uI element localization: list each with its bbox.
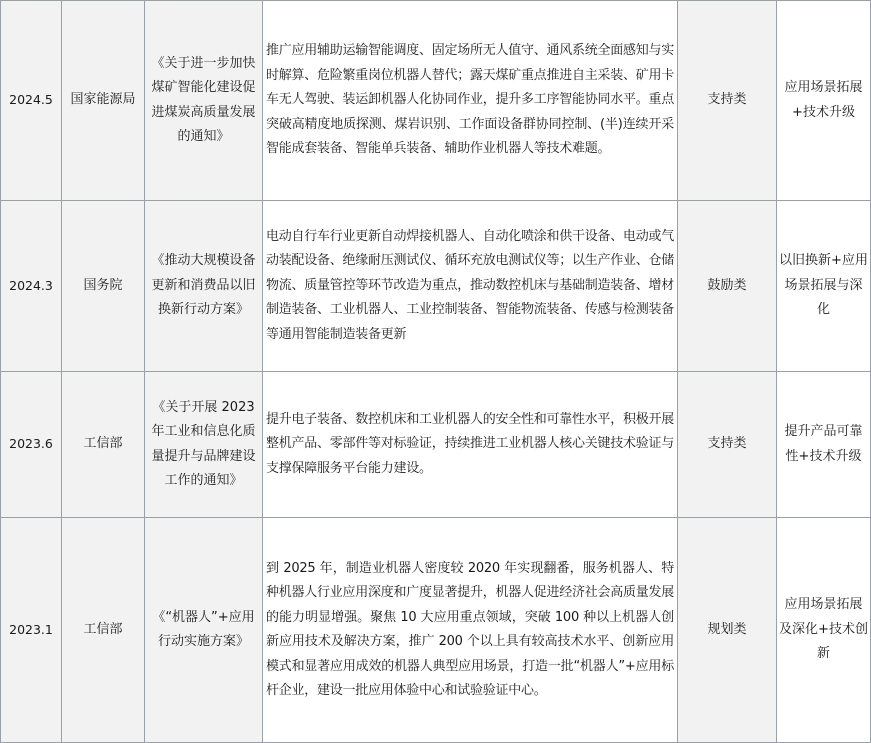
policy-content-cell: 推广应用辅助运输智能调度、固定场所无人值守、通风系统全面感知与实时解算、危险繁重岗位机器人替代；露天煤矿重点推进自主采装、矿用卡车无人驾驶、装运卸机器人化协同作业，提升多工序智能协同水平。重点突破高精度地质探测、煤岩识别、工作面设备群协同控制、(半)连续开采智能成套装备、智能单兵装备、辅助作业机器人等技术难题。 [263, 1, 678, 201]
issuer-cell: 工信部 [62, 372, 145, 518]
issuer-cell: 国务院 [62, 201, 145, 372]
policy-type-cell: 支持类 [678, 1, 777, 201]
date-cell: 2023.1 [1, 518, 62, 743]
date-cell: 2024.5 [1, 1, 62, 201]
policy-title-cell: 《推动大规模设备更新和消费品以旧换新行动方案》 [145, 201, 263, 372]
policy-content-cell: 到 2025 年，制造业机器人密度较 2020 年实现翻番，服务机器人、特种机器人行业应用深度和广度显著提升，机器人促进经济社会高质量发展的能力明显增强。聚焦 10 大应用重点领域，突破 100 种以上机器人创新应用技术及解决方案，推广 200 个以上具有较高技术水平、创新应用模式和显著应用成效的机器人典型应用场景，打造一批“机器人”+应用标杆企业，建设一批应用体验中心和试验验证中心。 [263, 518, 678, 743]
policy-content-cell: 提升电子装备、数控机床和工业机器人的安全性和可靠性水平，积极开展整机产品、零部件等对标验证，持续推进工业机器人核心关键技术验证与支撑保障服务平台能力建设。 [263, 372, 678, 518]
policy-title-cell: 《关于进一步加快煤矿智能化建设促进煤炭高质量发展的通知》 [145, 1, 263, 201]
policy-type-cell: 支持类 [678, 372, 777, 518]
table-row [1, 518, 871, 743]
policy-type-cell: 鼓励类 [678, 201, 777, 372]
date-cell: 2023.6 [1, 372, 62, 518]
table-row [1, 372, 871, 518]
issuer-cell: 国家能源局 [62, 1, 145, 201]
issuer-cell: 工信部 [62, 518, 145, 743]
policy-content-cell: 电动自行车行业更新自动焊接机器人、自动化喷涂和供干设备、电动或气动装配设备、绝缘耐压测试仪、循环充放电测试仪等；以生产作业、仓储物流、质量管控等环节改造为重点，推动数控机床与基础制造装备、增材制造装备、工业机器人、工业控制装备、智能物流装备、传感与检测装备等通用智能制造装备更新 [263, 201, 678, 372]
table-row [1, 201, 871, 372]
policy-direction-cell: 应用场景拓展及深化+技术创新 [777, 518, 871, 743]
table-row [1, 1, 871, 201]
policy-direction-cell: 以旧换新+应用场景拓展与深化 [777, 201, 871, 372]
policy-direction-cell: 提升产品可靠性+技术升级 [777, 372, 871, 518]
policy-direction-cell: 应用场景拓展+技术升级 [777, 1, 871, 201]
date-cell: 2024.3 [1, 201, 62, 372]
policy-title-cell: 《“机器人”+应用行动实施方案》 [145, 518, 263, 743]
policy-title-cell: 《关于开展 2023 年工业和信息化质量提升与品牌建设工作的通知》 [145, 372, 263, 518]
policy-type-cell: 规划类 [678, 518, 777, 743]
